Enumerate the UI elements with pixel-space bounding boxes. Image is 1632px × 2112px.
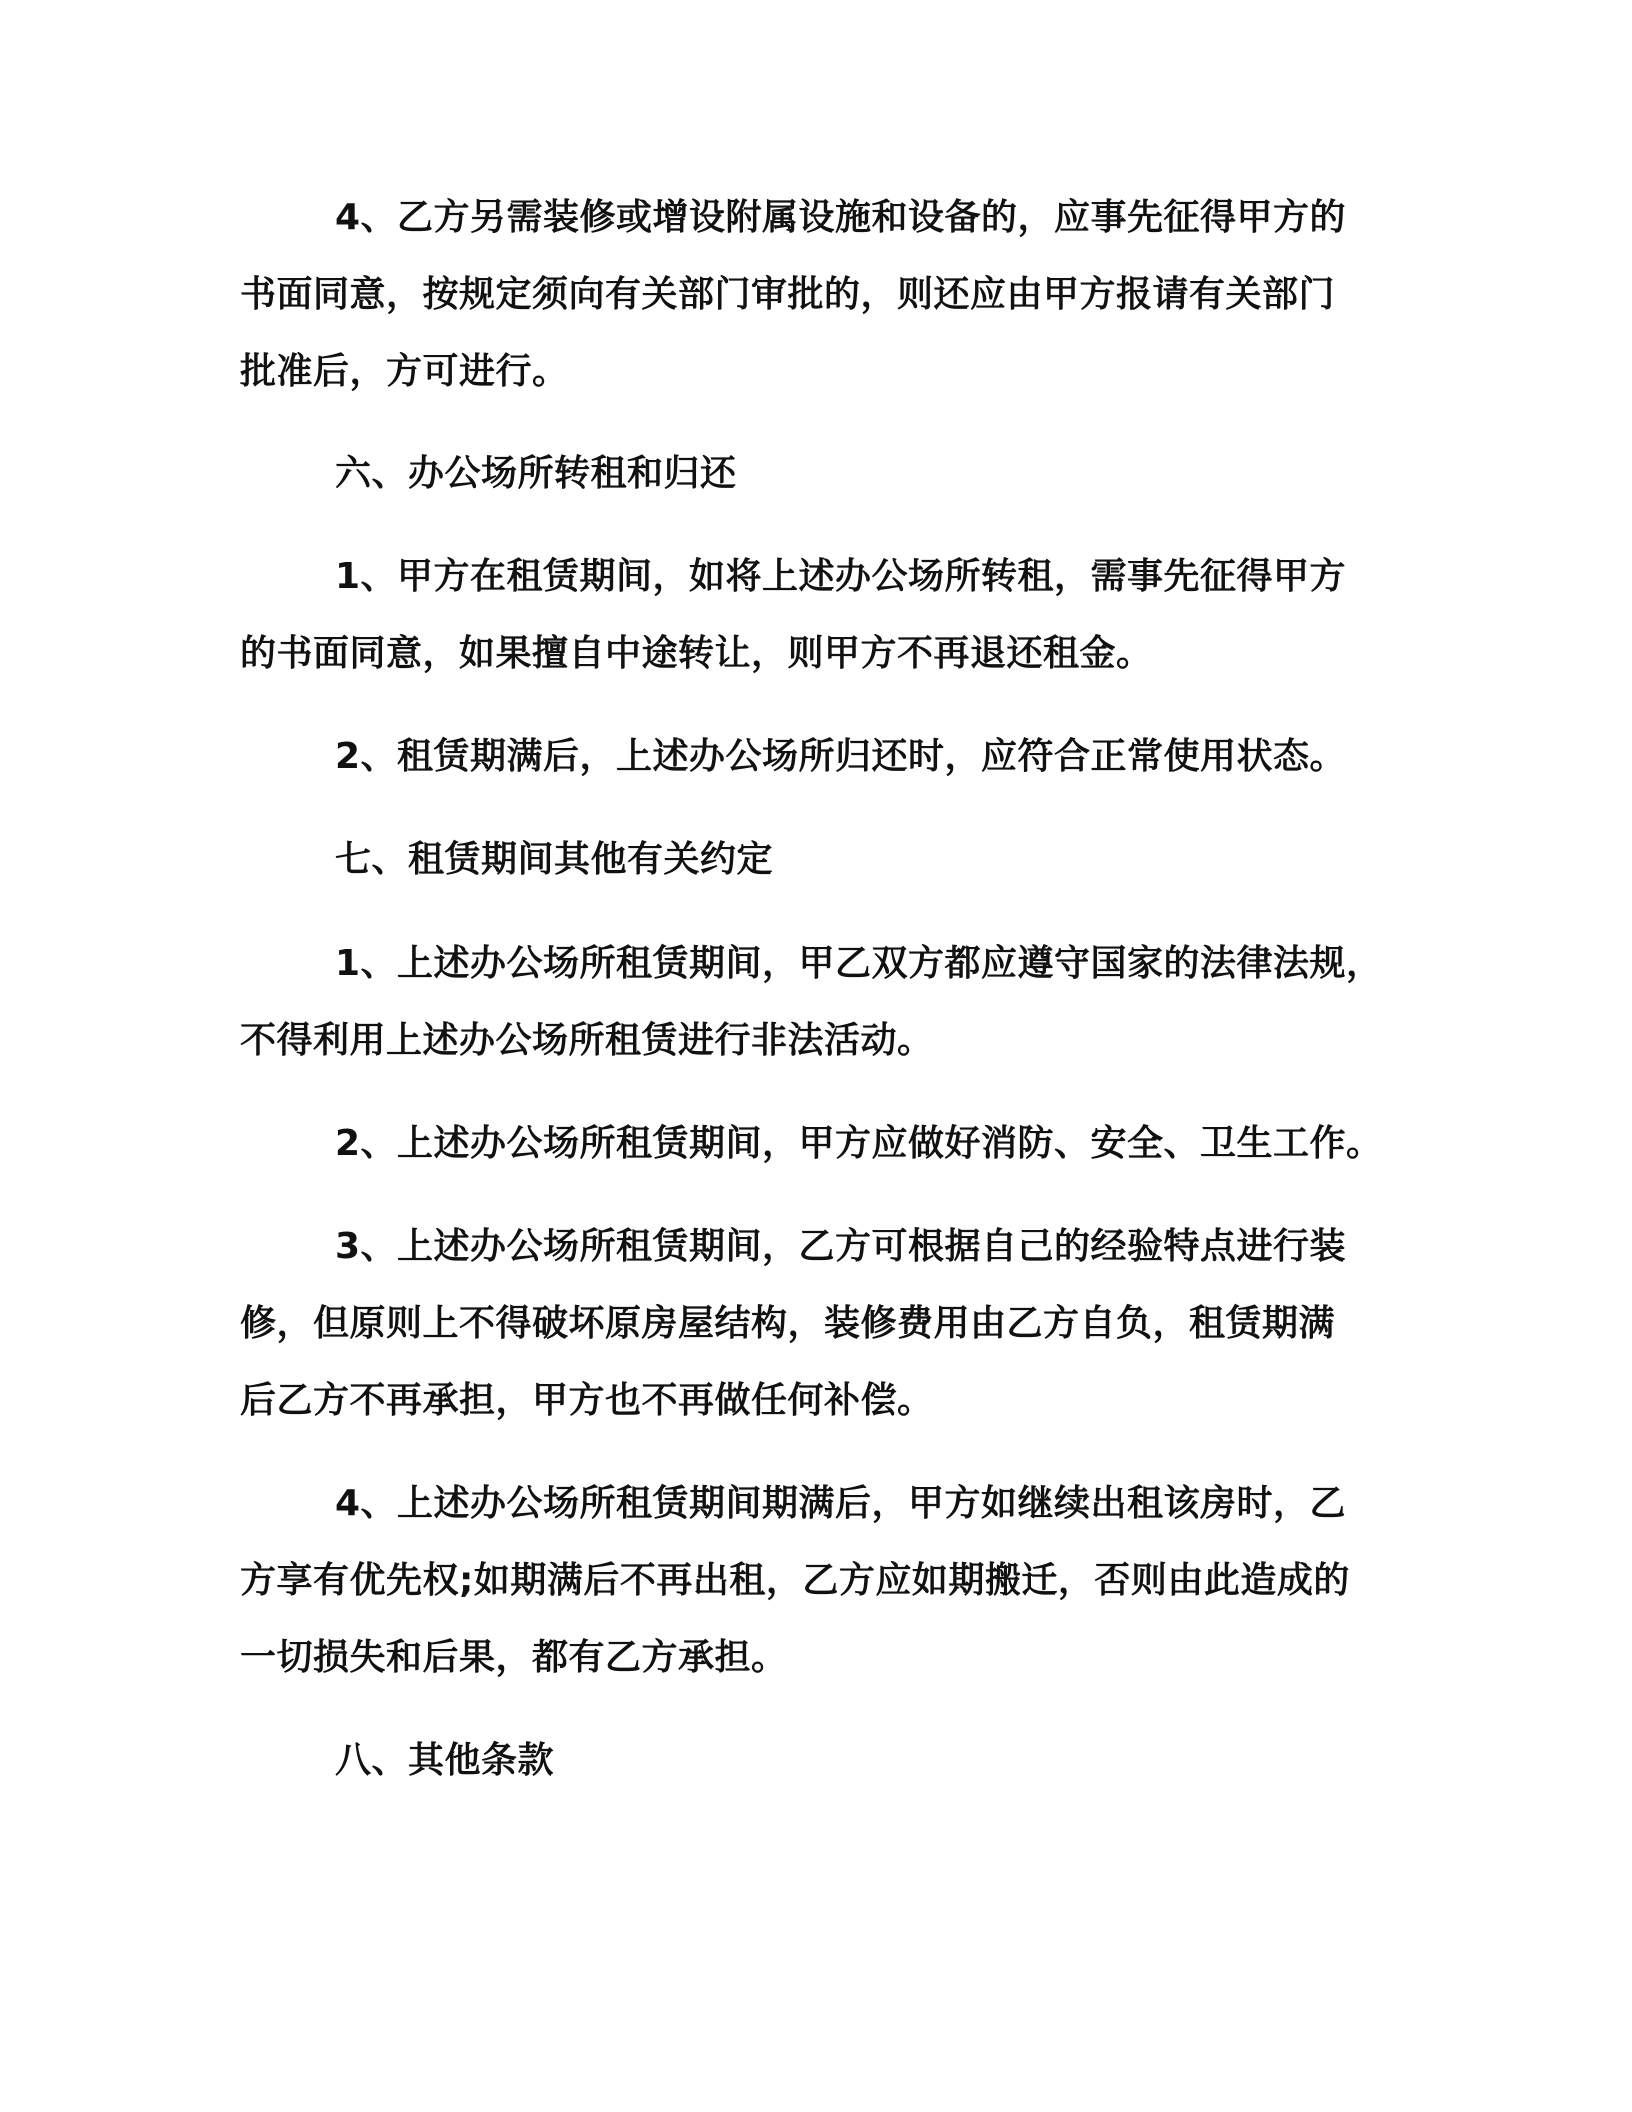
para-7-3-line-3: 后乙方不再承担，甲方也不再做任何补偿。 [240,1380,934,1421]
para-1-line-2: 书面同意，按规定须向有关部门审批的，则还应由甲方报请有关部门 [240,274,1336,315]
para-7-3-line-1: 3、上述办公场所租赁期间，乙方可根据自己的经验特点进行装 [335,1226,1347,1267]
para-7-4-line-3: 一切损失和后果，都有乙方承担。 [240,1637,788,1678]
para-7-4-line-2: 方享有优先权;如期满后不再出租，乙方应如期搬迁，否则由此造成的 [240,1560,1350,1601]
para-6-2-line-1: 2、租赁期满后，上述办公场所归还时，应符合正常使用状态。 [335,736,1347,777]
section-heading-7: 七、租赁期间其他有关约定 [335,839,774,880]
para-7-4-line-1: 4、上述办公场所租赁期间期满后，甲方如继续出租该房时，乙 [335,1483,1347,1524]
para-7-1-line-1: 1、上述办公场所租赁期间，甲乙双方都应遵守国家的法律法规， [335,943,1383,984]
para-7-3-line-2: 修，但原则上不得破坏原房屋结构，装修费用由乙方自负，租赁期满 [240,1303,1336,1344]
para-1-line-1: 4、乙方另需装修或增设附属设施和设备的，应事先征得甲方的 [335,197,1347,238]
para-7-2-line-1: 2、上述办公场所租赁期间，甲方应做好消防、安全、卫生工作。 [335,1123,1383,1164]
para-6-1-line-1: 1、甲方在租赁期间，如将上述办公场所转租，需事先征得甲方 [335,556,1347,597]
para-7-1-line-2: 不得利用上述办公场所租赁进行非法活动。 [240,1020,934,1061]
section-heading-8: 八、其他条款 [335,1740,555,1781]
section-heading-6: 六、办公场所转租和归还 [335,453,737,494]
para-6-1-line-2: 的书面同意，如果擅自中途转让，则甲方不再退还租金。 [240,633,1153,674]
para-1-line-3: 批准后，方可进行。 [240,351,569,392]
